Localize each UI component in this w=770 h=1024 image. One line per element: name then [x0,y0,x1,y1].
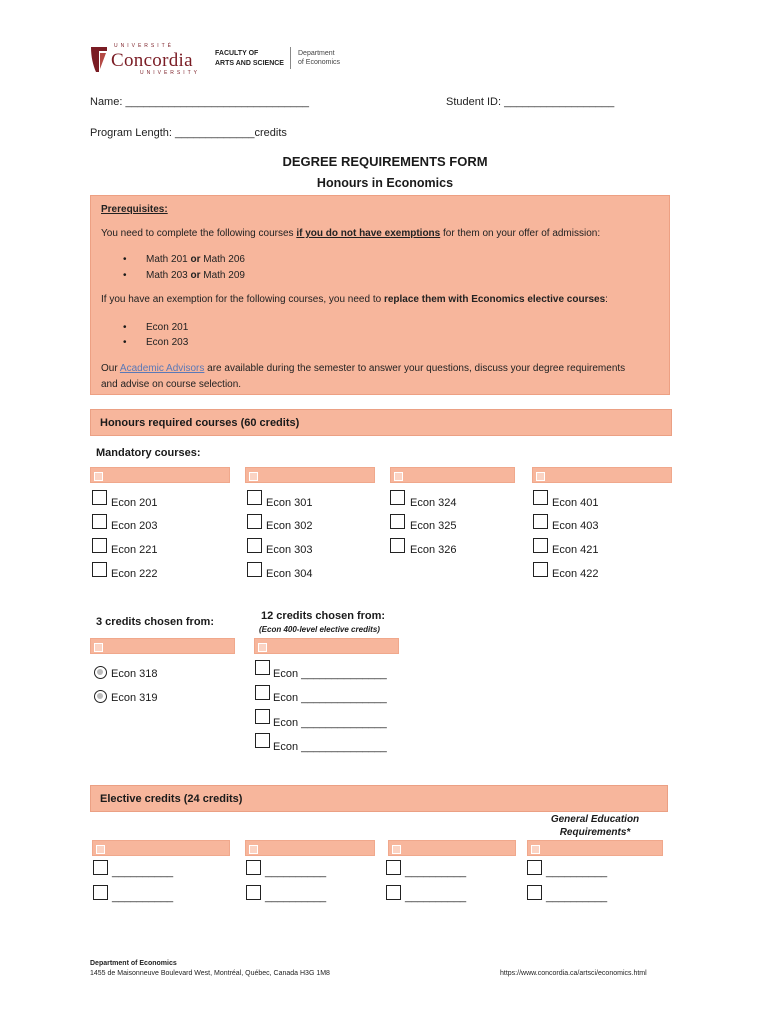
prereq-math-a: Math 201 [146,254,191,265]
logo-divider [290,47,291,69]
course-label: Econ 203 [111,520,158,532]
course-checkbox[interactable] [533,538,548,553]
elective-option-label: Econ 318 [111,668,158,680]
course-label: Econ 324 [410,497,457,509]
bullet-icon: • [123,254,127,265]
course-label: Econ 422 [552,568,599,580]
footer-department: Department of Economics [90,960,177,967]
course-checkbox[interactable] [390,538,405,553]
footer-url[interactable]: https://www.concordia.ca/artsci/economics.html [500,970,647,977]
department-line2: of Economics [298,59,341,66]
bullet-icon: • [123,337,127,348]
course-checkbox[interactable] [247,514,262,529]
course-checkbox[interactable] [92,490,107,505]
prereq-advisors [101,363,625,374]
prereq-exempt-end: : [605,294,608,305]
advisors-text-end: are available during the semester to answer your questions, discuss your degree requirements [204,363,626,374]
mandatory-courses-label: Mandatory courses: [96,447,201,459]
faculty-line2: ARTS AND SCIENCE [215,60,284,67]
column-header [532,467,672,483]
course-label: Econ 325 [410,520,457,532]
course-label: Econ 326 [410,544,457,556]
prereq-math-item [146,270,245,281]
prereq-exempt-text: If you have an exemption for the following courses, you need to [101,294,384,305]
checkbox-icon [96,845,105,854]
course-checkbox[interactable] [247,562,262,577]
column-header [92,840,230,856]
elective-blank[interactable]: __________ [405,891,467,903]
prereq-math-b: Math 206 [200,254,245,265]
program-length-field[interactable]: Program Length: _____________credits [90,127,287,139]
electives-section-bar: Elective credits (24 credits) [90,785,668,812]
form-title: DEGREE REQUIREMENTS FORM [282,154,488,169]
prerequisites-box [90,195,670,395]
course-label: Econ 201 [111,497,158,509]
course-checkbox[interactable] [247,490,262,505]
elective-checkbox[interactable] [246,885,261,900]
logo-wordmark: Concordia [111,50,193,71]
elective-option-label: Econ 319 [111,692,158,704]
gen-ed-checkbox[interactable] [527,860,542,875]
prereq-intro-end: for them on your offer of admission: [440,228,601,239]
elective-checkbox[interactable] [386,885,401,900]
elective-checkbox[interactable] [93,860,108,875]
name-field[interactable]: Name: ______________________________ [90,96,309,108]
elective-checkbox[interactable] [93,885,108,900]
prereq-econ-item: Econ 203 [146,337,189,348]
course-checkbox[interactable] [533,514,548,529]
prereq-intro-emphasis: if you do not have exemptions [296,228,441,239]
course-label: Econ 302 [266,520,313,532]
department-label [298,49,340,67]
course-label: Econ 221 [111,544,158,556]
econ-blank-field[interactable]: Econ ______________ [273,692,387,704]
course-label: Econ 421 [552,544,599,556]
column-header [245,467,375,483]
academic-advisors-link[interactable]: Academic Advisors [119,363,205,374]
three-credits-label: 3 credits chosen from: [96,616,214,628]
prerequisites-heading: Prerequisites: [101,204,168,215]
column-header [245,840,375,856]
econ-blank-field[interactable]: Econ ______________ [273,668,387,680]
course-checkbox[interactable] [247,538,262,553]
prereq-intro [101,228,600,239]
advisors-text-start: Our [101,363,120,374]
checkbox-icon [94,472,103,481]
checkbox-icon [392,845,401,854]
column-header [90,638,235,654]
gen-ed-line2: Requirements* [559,827,631,838]
course-checkbox[interactable] [533,562,548,577]
course-checkbox[interactable] [92,514,107,529]
checkbox-icon [249,845,258,854]
elective-blank[interactable]: __________ [265,866,327,878]
econ-blank-field[interactable]: Econ ______________ [273,741,387,753]
gen-ed-line1: General Education [550,814,640,825]
prereq-math-a: Math 203 [146,270,191,281]
form-subtitle: Honours in Economics [316,176,454,190]
course-checkbox[interactable] [92,562,107,577]
prereq-math-b: Math 209 [200,270,245,281]
faculty-label [215,49,284,69]
elective-checkbox[interactable] [246,860,261,875]
course-checkbox[interactable] [255,709,270,724]
prereq-or: or [190,270,201,281]
elective-radio[interactable] [94,690,107,703]
prereq-advisors-line2: and advise on course selection. [101,379,242,390]
footer-address: 1455 de Maisonneuve Boulevard West, Montréal, Québec, Canada H3G 1M8 [90,970,330,977]
elective-checkbox[interactable] [386,860,401,875]
column-header [388,840,516,856]
checkbox-icon [394,472,403,481]
student-id-field[interactable]: Student ID: __________________ [446,96,615,108]
course-checkbox[interactable] [92,538,107,553]
checkbox-icon [94,643,103,652]
honours-section-bar: Honours required courses (60 credits) [90,409,672,436]
prereq-exempt-emphasis: replace them with Economics elective courses [383,294,606,305]
checkbox-icon [536,472,545,481]
department-line1: Department [298,50,335,57]
course-checkbox[interactable] [390,514,405,529]
course-label: Econ 222 [111,568,158,580]
checkbox-icon [258,643,267,652]
checkbox-icon [531,845,540,854]
gen-ed-label [540,813,650,839]
course-checkbox[interactable] [255,733,270,748]
column-header [390,467,515,483]
course-label: Econ 301 [266,497,313,509]
prereq-exemption [101,294,608,305]
course-label: Econ 303 [266,544,313,556]
bullet-icon: • [123,270,127,281]
elective-radio[interactable] [94,666,107,679]
gen-ed-blank[interactable]: __________ [546,866,608,878]
course-label: Econ 401 [552,497,599,509]
elective-blank[interactable]: __________ [112,866,174,878]
course-label: Econ 304 [266,568,313,580]
course-checkbox[interactable] [390,490,405,505]
faculty-line1: FACULTY OF [215,50,259,57]
column-header [90,467,230,483]
course-checkbox[interactable] [533,490,548,505]
gen-ed-checkbox[interactable] [527,885,542,900]
elective-blank[interactable]: __________ [405,866,467,878]
logo-university-top: UNIVERSITÉ [114,43,175,49]
elective-blank[interactable]: __________ [265,891,327,903]
course-checkbox[interactable] [255,660,270,675]
econ-blank-field[interactable]: Econ ______________ [273,717,387,729]
bullet-icon: • [123,322,127,333]
twelve-credits-note: (Econ 400-level elective credits) [259,625,380,634]
checkbox-icon [249,472,258,481]
prereq-econ-item: Econ 201 [146,322,189,333]
logo-university-bottom: UNIVERSITY [140,70,201,76]
column-header [254,638,399,654]
prereq-or: or [190,254,201,265]
gen-ed-blank[interactable]: __________ [546,891,608,903]
concordia-logo-icon [90,45,108,73]
course-label: Econ 403 [552,520,599,532]
course-checkbox[interactable] [255,685,270,700]
column-header [527,840,663,856]
prereq-intro-text: You need to complete the following courses [101,228,297,239]
prereq-math-item [146,254,245,265]
elective-blank[interactable]: __________ [112,891,174,903]
twelve-credits-label: 12 credits chosen from: [261,610,386,622]
